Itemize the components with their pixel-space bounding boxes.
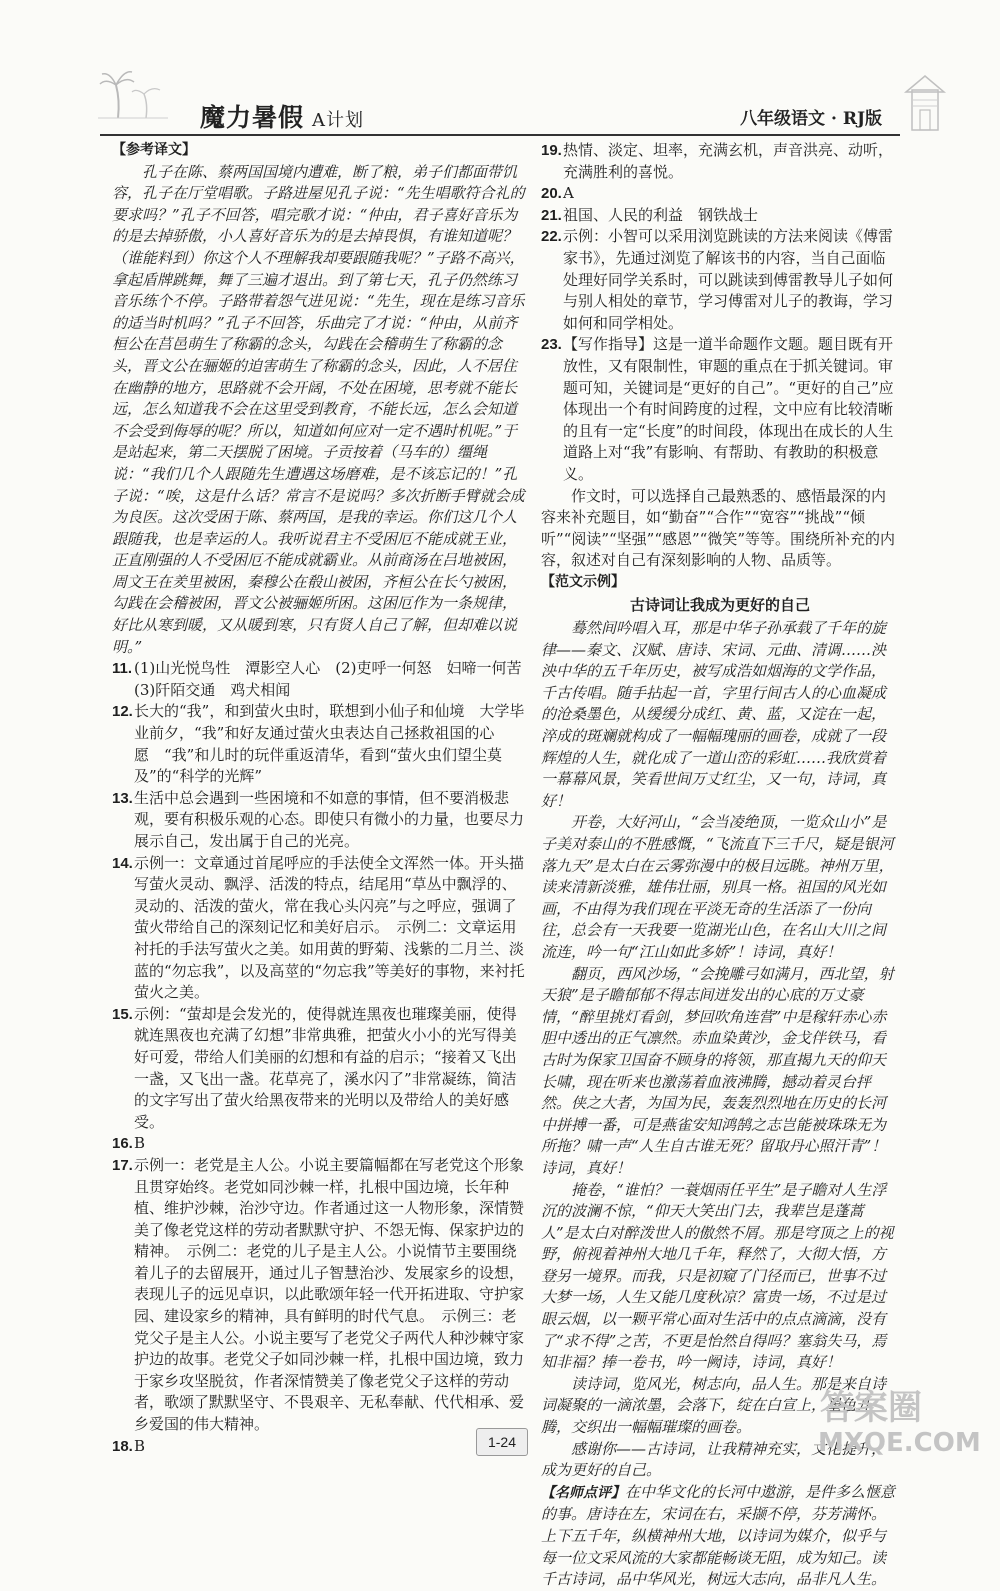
item-text: B [134,1436,146,1455]
answer-item [112,701,526,787]
essay-paragraph: 掩卷，“谁怕？一蓑烟雨任平生”是子瞻对人生浮沉的波澜不惊，“仰天大笑出门去，我辈岂是蓬蒿人”是太白对醉泼世人的傲然不屑。那是穹顶之上的视野，俯视着神州大地几千年，释然了，大彻大悟，方登另一境界。而我，只是初窥了门径而已，世事不过大梦一场，人生又能几度秋凉？富贵一场，不过是过眼云烟，以一颗平常心面对生活中的点点滴滴，没有了“求不得”之苦，不更是怡然自得吗？塞翁失马，焉知非福？捧一卷书，吟一阙诗，诗词，真好！ [541,1180,894,1372]
answer-item [541,205,899,227]
answer-item [112,1436,526,1458]
brand-name: 魔力暑假 [200,103,305,132]
header-rule [100,134,900,136]
answer-item [541,334,899,485]
item-number: 17. [112,1156,133,1174]
essay-paragraph: 感谢你——古诗词，让我精神充实，文化提升，成为更好的自己。 [541,1439,887,1480]
item-number: 21. [541,206,562,224]
page-header [0,0,1000,140]
palm-tree-icon [98,70,168,120]
sample-essay-heading: 【范文示例】 [541,573,625,590]
item-text: 热情、淡定、坦率，充满玄机，声音洪亮、动听，充满胜利的喜悦。 [563,141,894,181]
translation-heading: 【参考译文】 [112,142,196,158]
answer-item [541,226,899,334]
right-column [541,140,899,1591]
item-number: 16. [112,1135,133,1153]
answer-item [112,658,537,701]
grade-label: 八年级语文 · RJ版 [740,109,882,129]
answer-item [112,1155,526,1436]
answer-item [541,140,899,183]
answer-item [112,788,526,853]
item-number: 12. [112,703,133,721]
item-number: 19. [541,142,562,159]
item-text: 示例一：老党是主人公。小说主要篇幅都在写老党这个形象且贯穿始终。老党如同沙棘一样，扎根中国边境，长年种植、维护沙棘，治沙守边。作者通过这一人物形象，深情赞美了像老党这样的劳动者默默守护、不怨无悔、保家护边的精神。 示例二：老党的儿子是主人公。小说情节主要围绕着儿子的去留展开，通过儿子智慧治沙、发展家乡的设想，表现儿子的远见卓识，以此歌颂年轻一代开拓进取、守护家园、建设家乡的精神，具有鲜明的时代气息。 示例三：老党父子是主人公。小说主要写了老党父子两代人种沙棘守家护边的故事。老党父子如同沙棘一样，扎根中国边境，致力于家乡攻坚脱贫，作者深情赞美了像老党父子这样的劳动者，歌颂了默默坚守、不畏艰辛、无私奉献、代代相承、爱乡爱国的伟大精神。 [134,1155,525,1434]
item-text: 【写作指导】这是一道半命题作文题。题目既有开放性，又有限制性，审题的重点在于抓关键词。审题可知，关键词是“更好的自己”。“更好的自己”应体现出一个有时间跨度的过程，文中应有比较清晰的且有一定“长度”的时间段，体现出在成长的人生道路上对“我”有影响、有帮助、有教助的积极意义。 [563,335,894,483]
answer-item [112,1004,526,1134]
lighthouse-icon [890,70,960,135]
item-number: 15. [112,1005,133,1023]
answer-item [541,183,899,205]
item-number: 20. [541,185,562,203]
brand-subtitle: A计划 [312,110,365,131]
item-text: (1)山光悦鸟性 潭影空人心 (2)吏呼一何怒 妇啼一何苦 (3)阡陌交通 鸡犬相闻 [134,659,537,699]
item-text: 示例：“萤却是会发光的，使得就连黑夜也璀璨美丽，使得就连黑夜也充满了幻想”非常典雅，把萤火小小的光写得美好可爱，带给人们美丽的幻想和有益的启示；“接着又飞出一盏，又飞出一盏。花草亮了，溪水闪了”非常凝练，简洁的文字写出了萤火给黑夜带来的光明以及带给人的美好感受。 [134,1004,517,1131]
item-number: 18. [112,1437,133,1455]
answer-item [112,853,526,1004]
brand-title [200,98,364,134]
item-text: A [563,184,574,203]
watermark-url: MXQE.COM [818,1428,981,1458]
watermark-logo: 答案圈 [820,1388,922,1428]
item-number: 13. [112,789,133,807]
translation-text: 孔子在陈、蔡两国国境内遭难，断了粮，弟子们都面带饥容，孔子在厅堂唱歌。子路进屋见孔子说：“先生唱歌符合礼的要求吗？”孔子不回答，唱完歌才说：“仲由，君子喜好音乐为的是去掉骄傲，小人喜好音乐为的是去掉畏惧，有谁知道呢？（谁能料到）你这个人不理解我却要跟随我呢？”子路不高兴，拿起盾牌跳舞，舞了三遍才退出。到了第七天，孔子仍然练习音乐练个不停。子路带着怨气进见说：“先生，现在是练习音乐的适当时机吗？”孔子不回答，乐曲完了才说：“仲由，从前齐桓公在莒邑萌生了称霸的念头，勾践在会稽萌生了称霸的念头，晋文公在骊姬的迫害萌生了称霸的念头，因此，人不居住在幽静的地方，思路就不会开阔，不处在困境，思考就不能长远，怎么知道我不会在这里受到教育，不能长远，怎么会知道不会受到侮辱的呢？所以，知道如何应对一定不遇时机呢。”于是站起来，第二天摆脱了困境。子贡按着（马车的）缰绳说：“我们几个人跟随先生遭遇这场磨难，是不该忘记的！”孔子说：“唉，这是什么话？常言不是说吗？多次折断手臂就会成为良医。这次受困于陈、蔡两国，是我的幸运。你们这几个人跟随我，也是幸运的人。我听说君主不受困厄不能成就王业，正直刚强的人不受困厄不能成就霸业。从前商汤在吕地被困，周文王在羑里被困，秦穆公在殽山被困，齐桓公在长勺被困，勾践在会稽被困，晋文公被骊姬所困。这困厄作为一条规律，好比从寒到暖，又从暖到寒，只有贤人自己了解，但却难以说明。” [112,162,525,656]
left-column [112,140,537,1457]
comment-text: 在中华文化的长河中遨游，是件多么惬意的事。唐诗在左，宋词在右，采撷不停，芬芳满怀。上下五千年，纵横神州大地，以诗词为媒介，似乎与每一位文采风流的大家都能畅谈无阻，成为知己。读千古诗词，品中华风光，树远大志向，品非凡人生。 [541,1482,896,1589]
answer-item [112,1133,526,1155]
essay-title: 古诗词让我成为更好的自己 [629,596,810,615]
item-text: 祖国、人民的利益 钢铁战士 [563,205,759,224]
item-text: B [134,1134,146,1153]
item-number: 14. [112,854,133,872]
essay-paragraph: 翻页，西风沙场，“会挽雕弓如满月，西北望，射天狼”是子瞻郁郁不得志间迸发出的心底的万丈豪情，“醉里挑灯看剑，梦回吹角连营”中是稼轩赤心赤胆中透出的正气凛然。赤血染黄沙，金戈伴铁马，看古时为保家卫国奋不顾身的将领，那直揭九天的仰天长啸，现在听来也激荡着血液沸腾，撼动着灵台抨然。侠之大者，为国为民，轰轰烈烈地在历史的长河中拼搏一番，可是燕雀安知鸿鹄之志岂能被珠珠无为所拖？啸一声“人生自古谁无死？留取丹心照汗青”！诗词，真好！ [541,964,894,1177]
essay-paragraph: 蓦然间吟唱入耳，那是中华子孙承载了千年的旋律——秦文、汉赋、唐诗、宋词、元曲、清调……泱泱中华的五千年历史，被写成浩如烟海的文学作品，千古传唱。随手拈起一首，字里行间古人的心血凝成的沧桑墨色，从缓缓分成红、黄、蓝，又淀在一起，淬成的斑斓就构成了一幅幅瑰丽的画卷，成就了一段辉煌的人生，就化成了一道山峦的彩虹……我欣赏着一幕幕风景，笑看世间万丈红尘，又一句，诗词，真好！ [541,619,887,810]
essay-paragraph: 开卷，大好河山，“会当凌绝顶，一览众山小”是子美对泰山的不胜感慨，“飞流直下三千尺，疑是银河落九天”是太白在云雾弥漫中的极目远眺。神州万里，读来清新淡雅，雄伟壮丽，别具一格。祖国的风光如画，不由得为我们现在平淡无奇的生活添了一份向往，总会有一天我要一览湖光山色，在名山大川之间流连，吟一句“江山如此多娇”！诗词，真好！ [541,813,894,961]
item-text: 示例：小智可以采用浏览跳读的方法来阅读《傅雷家书》，先通过浏览了解该书的内容，当自己面临处理好同学关系时，可以跳读到傅雷教导儿子如何与别人相处的章节，学习傅雷对儿子的教诲，学习如何和同学相处。 [563,227,894,332]
item-number: 11. [112,660,133,678]
item-text: 生活中总会遇到一些困境和不如意的事情，但不要消极悲观，要有积极乐观的心态。即使只有微小的力量，也要尽力展示自己，发出属于自己的光亮。 [134,788,525,850]
teacher-comment [541,1482,899,1591]
comment-heading: 【名师点评】 [541,1484,625,1501]
item-text: 示例一：文章通过首尾呼应的手法使全文浑然一体。开头描写萤火灵动、飘浮、活泼的特点，结尾用“草丛中飘浮的、灵动的、活泼的萤火，常在我心头闪亮”与之呼应，强调了萤火带给自己的深刻记忆和美好启示。 示例二：文章运用衬托的手法写萤火之美。如用黄的野菊、浅紫的二月兰、淡蓝的“勿忘我”，以及高莖的“勿忘我”等美好的事物，来衬托萤火之美。 [134,853,525,1002]
item-number: 22. [541,228,562,246]
page-number: 1-24 [476,1428,528,1456]
writing-guide-text: 作文时，可以选择自己最熟悉的、感悟最深的内容来补充题目，如“勤奋”“合作”“宽容”“挑战”“倾听”“阅读”“坚强”“感恩”“微笑”等等。围绕所补充的内容，叙述对自己有深刻影响的人物、品质等。 [541,486,896,570]
essay-paragraph: 读诗词，览风光，树志向，品人生。那是来自诗词凝聚的一滴浓墨，会落下，绽在白宣上，墨色升腾，交织出一幅幅璀璨的画卷。 [541,1374,887,1437]
item-number: 23. [541,336,562,354]
item-text: 长大的“我”，和到萤火虫时，联想到小仙子和仙境 大学毕业前夕，“我”和好友通过萤火虫表达自己拯救祖国的心愿 “我”和儿时的玩伴重返清华，看到“萤火虫们望尘莫及”的“科学的光辉” [134,702,525,786]
